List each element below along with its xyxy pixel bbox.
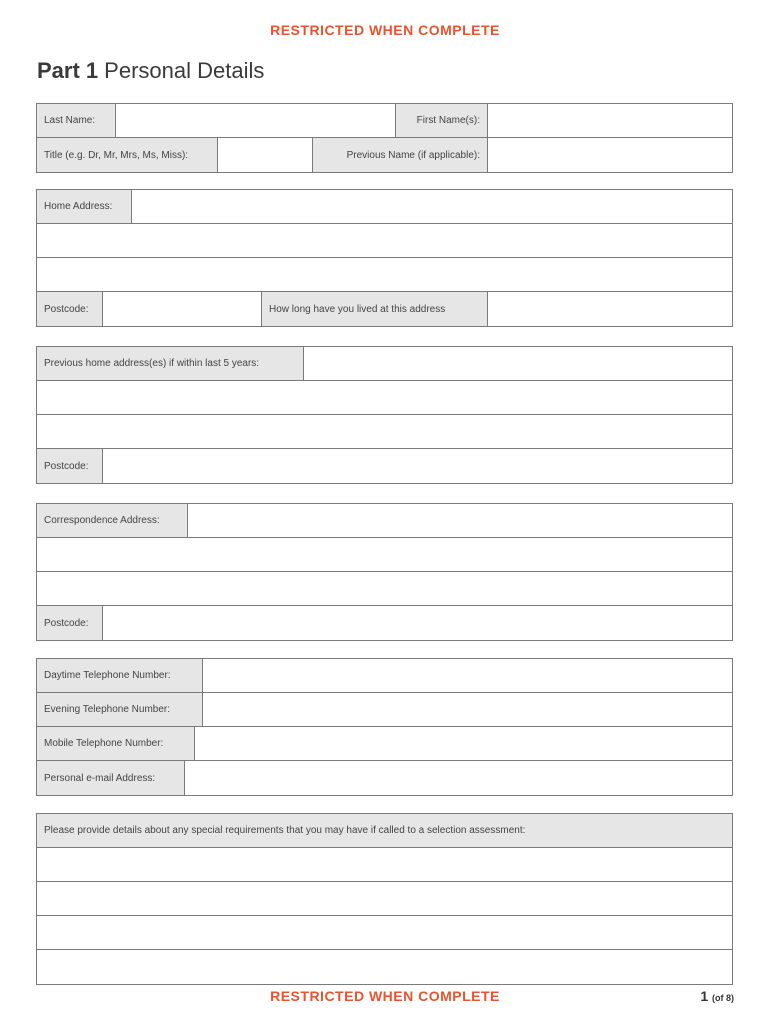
how-long-label: How long have you lived at this address (262, 292, 488, 326)
previous-postcode-row (37, 449, 732, 483)
correspondence-address-line (37, 538, 732, 572)
title-row (37, 138, 732, 172)
requirements-field-4[interactable] (37, 950, 732, 984)
requirements-field-2[interactable] (37, 882, 732, 915)
page-number (700, 988, 734, 1004)
requirements-section (36, 813, 733, 985)
mobile-phone-field[interactable] (195, 727, 732, 760)
restricted-banner-bottom: RESTRICTED WHEN COMPLETE (270, 988, 500, 1004)
last-name-label: Last Name: (37, 104, 116, 137)
correspondence-postcode-row (37, 606, 732, 640)
correspondence-row (37, 504, 732, 538)
home-address-field-1[interactable] (132, 190, 732, 223)
home-address-line (37, 258, 732, 292)
correspondence-section (36, 503, 733, 641)
evening-phone-field[interactable] (203, 693, 732, 726)
correspondence-address-field-3[interactable] (37, 572, 732, 605)
previous-address-line (37, 415, 732, 449)
correspondence-postcode-field[interactable] (103, 606, 732, 640)
part-title: Personal Details (104, 58, 265, 83)
title-label: Title (e.g. Dr, Mr, Mrs, Ms, Miss): (37, 138, 218, 172)
requirements-field-3[interactable] (37, 916, 732, 949)
home-postcode-row (37, 292, 732, 326)
first-names-field[interactable] (488, 104, 732, 137)
email-label: Personal e-mail Address: (37, 761, 185, 795)
previous-postcode-label: Postcode: (37, 449, 103, 483)
home-address-label: Home Address: (37, 190, 132, 223)
correspondence-address-field-1[interactable] (188, 504, 732, 537)
page-total: (of 8) (712, 993, 734, 1003)
requirements-prompt-row (37, 814, 732, 848)
previous-address-field-2[interactable] (37, 381, 732, 414)
home-address-line (37, 224, 732, 258)
correspondence-postcode-label: Postcode: (37, 606, 103, 640)
previous-address-line (37, 381, 732, 415)
page-title (37, 58, 264, 84)
previous-address-row (37, 347, 732, 381)
daytime-phone-field[interactable] (203, 659, 732, 692)
home-address-section (36, 189, 733, 327)
restricted-banner-top: RESTRICTED WHEN COMPLETE (270, 22, 500, 38)
daytime-phone-label: Daytime Telephone Number: (37, 659, 203, 692)
requirements-label: Please provide details about any special requirements that you may have if called to a selection assessment: (37, 814, 732, 847)
home-postcode-field[interactable] (103, 292, 262, 326)
previous-name-field[interactable] (488, 138, 732, 172)
contact-section (36, 658, 733, 796)
requirements-field-1[interactable] (37, 848, 732, 881)
previous-address-section (36, 346, 733, 484)
evening-phone-row (37, 693, 732, 727)
email-row (37, 761, 732, 795)
name-row (37, 104, 732, 138)
name-section (36, 103, 733, 173)
part-number: Part 1 (37, 58, 99, 83)
title-field[interactable] (218, 138, 313, 172)
previous-address-label: Previous home address(es) if within last 5 years: (37, 347, 304, 380)
requirements-line (37, 950, 732, 984)
last-name-field[interactable] (116, 104, 396, 137)
previous-address-field-1[interactable] (304, 347, 732, 380)
requirements-line (37, 848, 732, 882)
previous-name-label: Previous Name (if applicable): (313, 138, 488, 172)
previous-postcode-field[interactable] (103, 449, 732, 483)
first-names-label: First Name(s): (396, 104, 488, 137)
how-long-field[interactable] (488, 292, 732, 326)
email-field[interactable] (185, 761, 732, 795)
requirements-line (37, 916, 732, 950)
home-address-row (37, 190, 732, 224)
mobile-phone-label: Mobile Telephone Number: (37, 727, 195, 760)
home-address-field-2[interactable] (37, 224, 732, 257)
previous-address-field-3[interactable] (37, 415, 732, 448)
page-current: 1 (700, 988, 709, 1004)
requirements-line (37, 882, 732, 916)
daytime-phone-row (37, 659, 732, 693)
home-postcode-label: Postcode: (37, 292, 103, 326)
home-address-field-3[interactable] (37, 258, 732, 291)
correspondence-address-label: Correspondence Address: (37, 504, 188, 537)
correspondence-address-field-2[interactable] (37, 538, 732, 571)
evening-phone-label: Evening Telephone Number: (37, 693, 203, 726)
correspondence-address-line (37, 572, 732, 606)
mobile-phone-row (37, 727, 732, 761)
